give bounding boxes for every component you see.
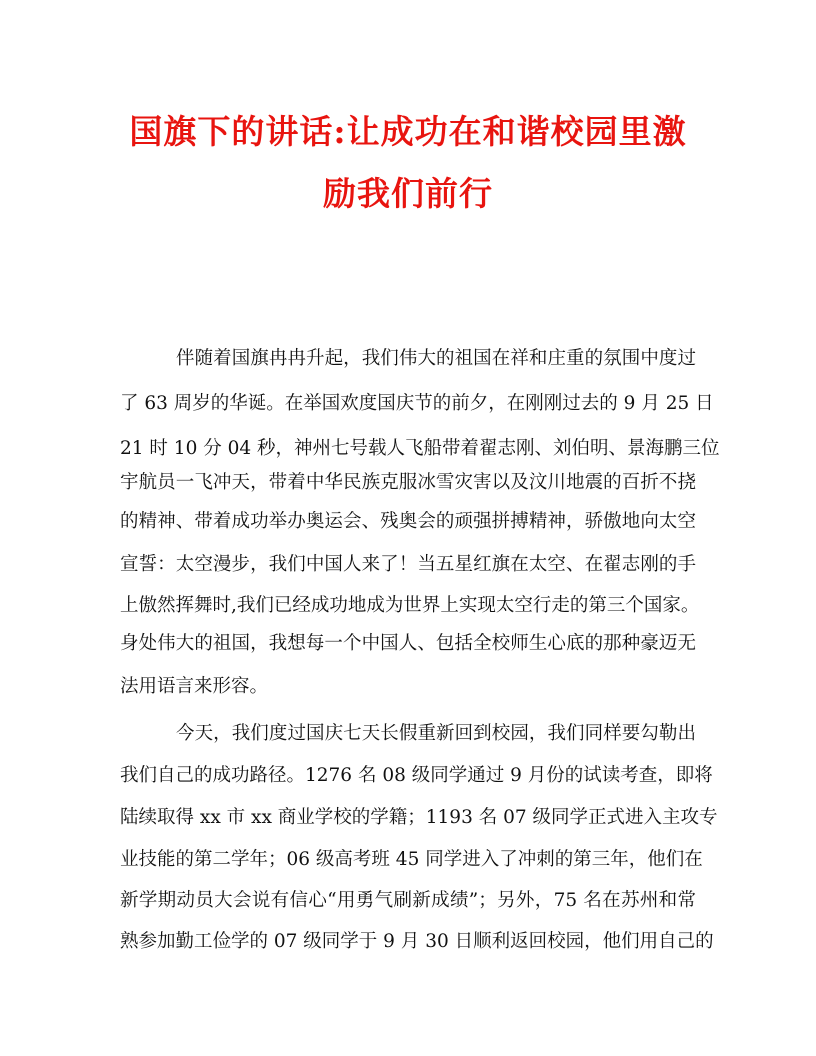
paragraph-1-line-8: 身处伟大的祖国，我想每一个中国人、包括全校师生心底的那种豪迈无	[120, 633, 696, 654]
document-title-line-1: 国旗下的讲话:让成功在和谐校园里激	[129, 112, 687, 151]
paragraph-2-line-6: 熟参加勤工俭学的 07 级同学于 9 月 30 日顺利返回校园，他们用自己的	[120, 931, 714, 952]
paragraph-1-line-4: 宇航员一飞冲天，带着中华民族克服冰雪灾害以及汶川地震的百折不挠	[120, 472, 696, 493]
paragraph-2-line-2: 我们自己的成功路径。1276 名 08 级同学通过 9 月份的试读考查，即将	[120, 765, 713, 786]
paragraph-2-line-3: 陆续取得 xx 市 xx 商业学校的学籍；1193 名 07 级同学正式进入主攻专	[120, 807, 718, 828]
paragraph-1-line-5: 的精神、带着成功举办奥运会、残奥会的顽强拼搏精神，骄傲地向太空	[120, 511, 696, 532]
paragraph-1-line-1: 伴随着国旗冉冉升起，我们伟大的祖国在祥和庄重的氛围中度过	[176, 348, 696, 369]
paragraph-2-line-1: 今天，我们度过国庆七天长假重新回到校园，我们同样要勾勒出	[176, 723, 696, 744]
paragraph-2-line-5: 新学期动员大会说有信心“用勇气刷新成绩”；另外，75 名在苏州和常	[120, 890, 696, 911]
document-title-line-2: 励我们前行	[323, 174, 493, 213]
paragraph-1-line-2: 了 63 周岁的华诞。在举国欢度国庆节的前夕，在刚刚过去的 9 月 25 日	[120, 393, 714, 414]
paragraph-1-line-7: 上傲然挥舞时,我们已经成功地成为世界上实现太空行走的第三个国家。	[120, 595, 700, 616]
paragraph-1-line-3: 21 时 10 分 04 秒，神州七号载人飞船带着翟志刚、刘伯明、景海鹏三位	[120, 438, 720, 459]
paragraph-1-line-6: 宣誓：太空漫步，我们中国人来了！当五星红旗在太空、在翟志刚的手	[120, 554, 696, 575]
paragraph-2-line-4: 业技能的第二学年；06 级高考班 45 同学进入了冲刺的第三年，他们在	[120, 849, 703, 870]
paragraph-1-line-9: 法用语言来形容。	[120, 676, 269, 697]
